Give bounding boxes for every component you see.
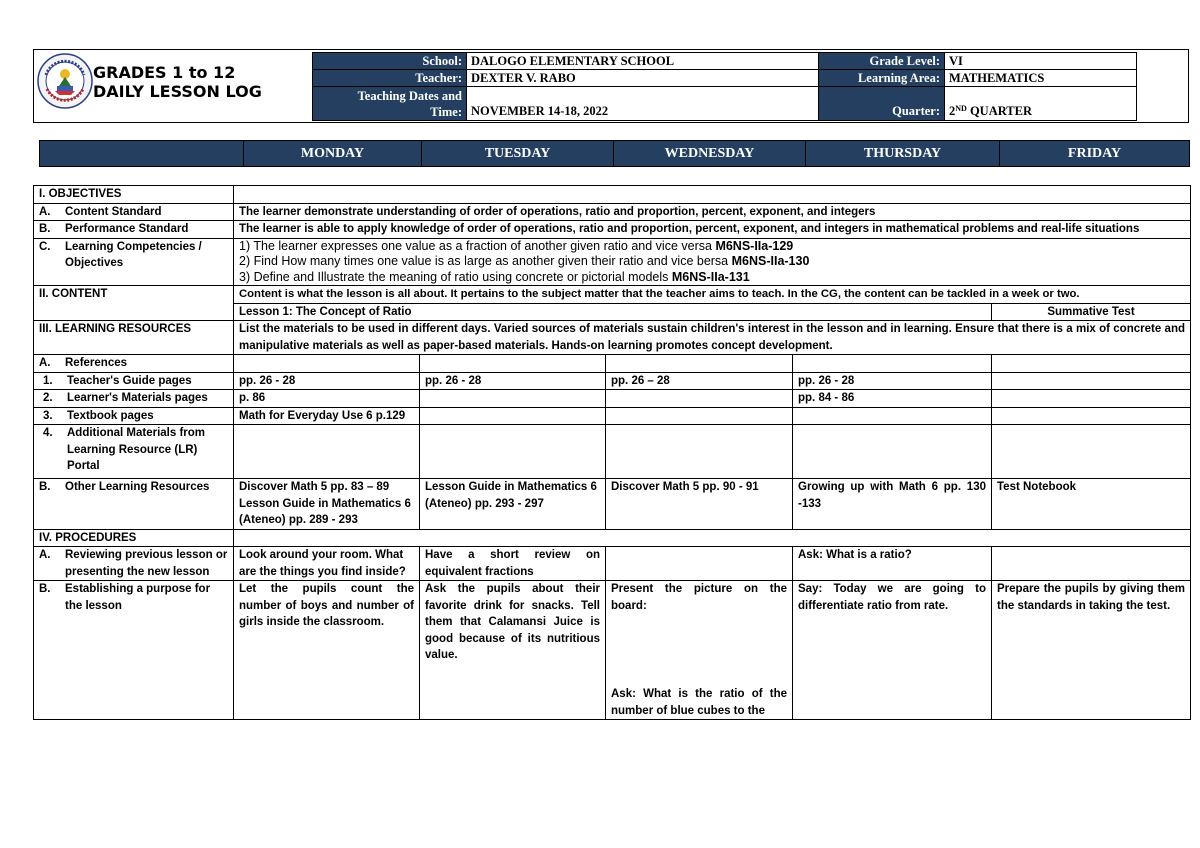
other-resources-label: Other Learning Resources	[65, 481, 210, 493]
dates-label	[313, 87, 467, 121]
performance-standard-row	[34, 221, 1191, 239]
quarter-suffix: ND	[955, 104, 967, 113]
resources-row	[34, 321, 1191, 355]
purpose-friday: Prepare the pupils by giving them the standards in taking the test.	[992, 581, 1191, 720]
content-description: Content is what the lesson is all about. It pertains to the subject matter that the teacher aims to teach. In the CG, the content can be tackled in a week or two.	[234, 286, 1191, 304]
review-letter: A.	[39, 549, 51, 561]
content-standard-letter: A.	[39, 205, 51, 218]
lesson-title: Lesson 1: The Concept of Ratio	[234, 303, 992, 321]
cell	[793, 355, 992, 373]
competency-item	[239, 254, 1185, 270]
purpose-label: Establishing a purpose for the lesson	[65, 583, 211, 612]
purpose-wednesday-line-2: Ask: What is the ratio of the number of blue cubes to the	[611, 688, 787, 717]
picture-space	[611, 614, 787, 638]
purpose-wednesday-line-1: Present the picture on the board:	[611, 583, 787, 612]
area-label: Learning Area:	[819, 70, 945, 87]
review-row	[34, 547, 1191, 581]
review-label-cell	[34, 547, 234, 581]
teachers-guide-number: 1.	[43, 374, 53, 387]
olr-friday: Test Notebook	[992, 479, 1191, 530]
lesson-log-table	[33, 185, 1191, 720]
textbook-number: 3.	[43, 409, 53, 422]
school-label: School:	[313, 53, 467, 70]
teacher-value: DEXTER V. RABO	[467, 70, 819, 87]
cell	[234, 355, 420, 373]
content-standard-text: The learner demonstrate understanding of order of operations, ratio and proportion, percent, exponent, and integers	[234, 203, 1191, 221]
day-monday: MONDAY	[244, 141, 422, 167]
tb-monday: Math for Everyday Use 6 p.129	[234, 407, 420, 425]
purpose-wednesday	[606, 581, 793, 720]
content-heading: II. CONTENT	[34, 286, 234, 321]
performance-standard-label: Performance Standard	[65, 223, 189, 235]
lm-monday: p. 86	[234, 390, 420, 408]
textbook-label-cell	[34, 407, 234, 425]
dates-label-line-1: Teaching Dates and	[357, 88, 462, 103]
tg-friday	[992, 372, 1191, 390]
references-label: References	[65, 357, 128, 369]
quarter-text: QUARTER	[966, 104, 1033, 118]
deped-seal-icon	[37, 53, 93, 109]
other-resources-label-cell	[34, 479, 234, 530]
other-resources-letter: B.	[39, 481, 51, 493]
tb-tuesday	[420, 407, 606, 425]
day-header-blank	[40, 141, 244, 167]
lm-wednesday	[606, 390, 793, 408]
purpose-tuesday: Ask the pupils about their favorite drink for snacks. Tell them that Calamansi Juice is good because of its nutritious value.	[420, 581, 606, 720]
quarter-label: Quarter:	[819, 87, 945, 121]
day-header-bar	[39, 140, 1190, 167]
learners-materials-label: Learner's Materials pages	[67, 392, 208, 404]
title-line-2: DAILY LESSON LOG	[93, 82, 262, 101]
competencies-label: Learning Competencies / Objectives	[65, 240, 202, 269]
competency-code: M6NS-IIa-129	[715, 238, 794, 253]
purpose-thursday: Say: Today we are going to differentiate ratio from rate.	[793, 581, 992, 720]
competency-text: 3) Define and Illustrate the meaning of ratio using concrete or pictorial models	[239, 269, 672, 284]
grade-label: Grade Level:	[819, 53, 945, 70]
am-friday	[992, 425, 1191, 479]
performance-standard-letter: B.	[39, 223, 51, 235]
tg-thursday: pp. 26 - 28	[793, 372, 992, 390]
header-info-table	[312, 52, 1137, 121]
cell	[606, 355, 793, 373]
day-friday: FRIDAY	[1000, 141, 1190, 167]
objectives-heading: I. OBJECTIVES	[34, 186, 234, 204]
competency-item	[239, 239, 1185, 255]
teachers-guide-row	[34, 372, 1191, 390]
picture-space	[611, 662, 787, 686]
content-row	[34, 286, 1191, 304]
picture-space	[611, 638, 787, 662]
competency-text: 2) Find How many times one value is as large as another given their ratio and vice bersa	[239, 254, 732, 268]
tg-monday: pp. 26 - 28	[234, 372, 420, 390]
additional-materials-label: Additional Materials from Learning Resource (LR) Portal	[67, 427, 206, 472]
procedures-blank	[234, 529, 1191, 547]
objectives-row	[34, 186, 1191, 204]
tb-friday	[992, 407, 1191, 425]
day-tuesday: TUESDAY	[422, 141, 614, 167]
teachers-guide-label: Teacher's Guide pages	[67, 374, 192, 387]
review-wednesday	[606, 547, 793, 581]
review-thursday: Ask: What is a ratio?	[793, 547, 992, 581]
tg-wednesday: pp. 26 – 28	[606, 372, 793, 390]
competency-item	[239, 270, 1185, 286]
lm-tuesday	[420, 390, 606, 408]
competency-code: M6NS-IIa-130	[731, 254, 810, 268]
friday-content: Summative Test	[992, 303, 1191, 321]
lm-friday	[992, 390, 1191, 408]
additional-materials-number: 4.	[43, 427, 53, 439]
resources-description: List the materials to be used in different days. Varied sources of materials sustain children's interest in the lesson and in learning. Ensure that there is a mix of concrete and manipulative materials as well as paper-based materials. Hands-on learning promotes concept development.	[234, 321, 1191, 355]
additional-materials-label-cell	[34, 425, 234, 479]
day-wednesday: WEDNESDAY	[614, 141, 806, 167]
performance-standard-text: The learner is able to apply knowledge of order of operations, ratio and proportion, percent, exponent, and integers in mathematical problems and real-life situations	[234, 221, 1191, 239]
competencies-label-cell	[34, 238, 234, 286]
tg-tuesday: pp. 26 - 28	[420, 372, 606, 390]
olr-monday: Discover Math 5 pp. 83 – 89 Lesson Guide in Mathematics 6 (Ateneo) pp. 289 - 293	[234, 479, 420, 530]
review-tuesday: Have a short review on equivalent fractions	[420, 547, 606, 581]
performance-standard-label-cell	[34, 221, 234, 239]
references-row	[34, 355, 1191, 373]
am-thursday	[793, 425, 992, 479]
content-standard-label-cell	[34, 203, 234, 221]
purpose-monday: Let the pupils count the number of boys and number of girls inside the classroom.	[234, 581, 420, 720]
school-value: DALOGO ELEMENTARY SCHOOL	[467, 53, 819, 70]
lm-thursday: pp. 84 - 86	[793, 390, 992, 408]
competencies-row	[34, 238, 1191, 286]
procedures-row	[34, 529, 1191, 547]
competencies-letter: C.	[39, 240, 51, 253]
am-tuesday	[420, 425, 606, 479]
olr-thursday: Growing up with Math 6 pp. 130 -133	[793, 479, 992, 530]
quarter-value	[945, 87, 1137, 121]
area-value: MATHEMATICS	[945, 70, 1137, 87]
olr-tuesday: Lesson Guide in Mathematics 6 (Ateneo) pp. 293 - 297	[420, 479, 606, 530]
learners-materials-row	[34, 390, 1191, 408]
purpose-row	[34, 581, 1191, 720]
competency-code: M6NS-IIa-131	[671, 269, 750, 284]
tb-thursday	[793, 407, 992, 425]
tb-wednesday	[606, 407, 793, 425]
am-wednesday	[606, 425, 793, 479]
textbook-label: Textbook pages	[67, 409, 154, 422]
title-line-1: GRADES 1 to 12	[93, 63, 236, 82]
learners-materials-number: 2.	[43, 392, 53, 404]
cell	[992, 355, 1191, 373]
purpose-letter: B.	[39, 583, 51, 595]
other-resources-row	[34, 479, 1191, 530]
log-title	[93, 63, 262, 101]
references-label-cell	[34, 355, 234, 373]
review-label: Reviewing previous lesson or presenting the new lesson	[65, 549, 228, 578]
cell	[420, 355, 606, 373]
procedures-heading: IV. PROCEDURES	[34, 529, 234, 547]
review-friday	[992, 547, 1191, 581]
day-thursday: THURSDAY	[806, 141, 1000, 167]
references-letter: A.	[39, 357, 51, 369]
teacher-label: Teacher:	[313, 70, 467, 87]
am-monday	[234, 425, 420, 479]
dates-label-line-2: Time:	[430, 104, 462, 119]
additional-materials-row	[34, 425, 1191, 479]
purpose-label-cell	[34, 581, 234, 720]
competencies-list	[234, 238, 1191, 286]
grade-value: VI	[945, 53, 1137, 70]
olr-wednesday: Discover Math 5 pp. 90 - 91	[606, 479, 793, 530]
textbook-row	[34, 407, 1191, 425]
teachers-guide-label-cell	[34, 372, 234, 390]
objectives-blank	[234, 186, 1191, 204]
review-monday: Look around your room. What are the things you find inside?	[234, 547, 420, 581]
learners-materials-label-cell	[34, 390, 234, 408]
resources-heading: III. LEARNING RESOURCES	[34, 321, 234, 355]
quarter-number: 2	[949, 104, 956, 118]
dates-value: NOVEMBER 14-18, 2022	[467, 87, 819, 121]
competency-text: 1) The learner expresses one value as a fraction of another given ratio and vice versa	[239, 238, 716, 253]
content-standard-label: Content Standard	[65, 205, 162, 218]
content-standard-row	[34, 203, 1191, 221]
